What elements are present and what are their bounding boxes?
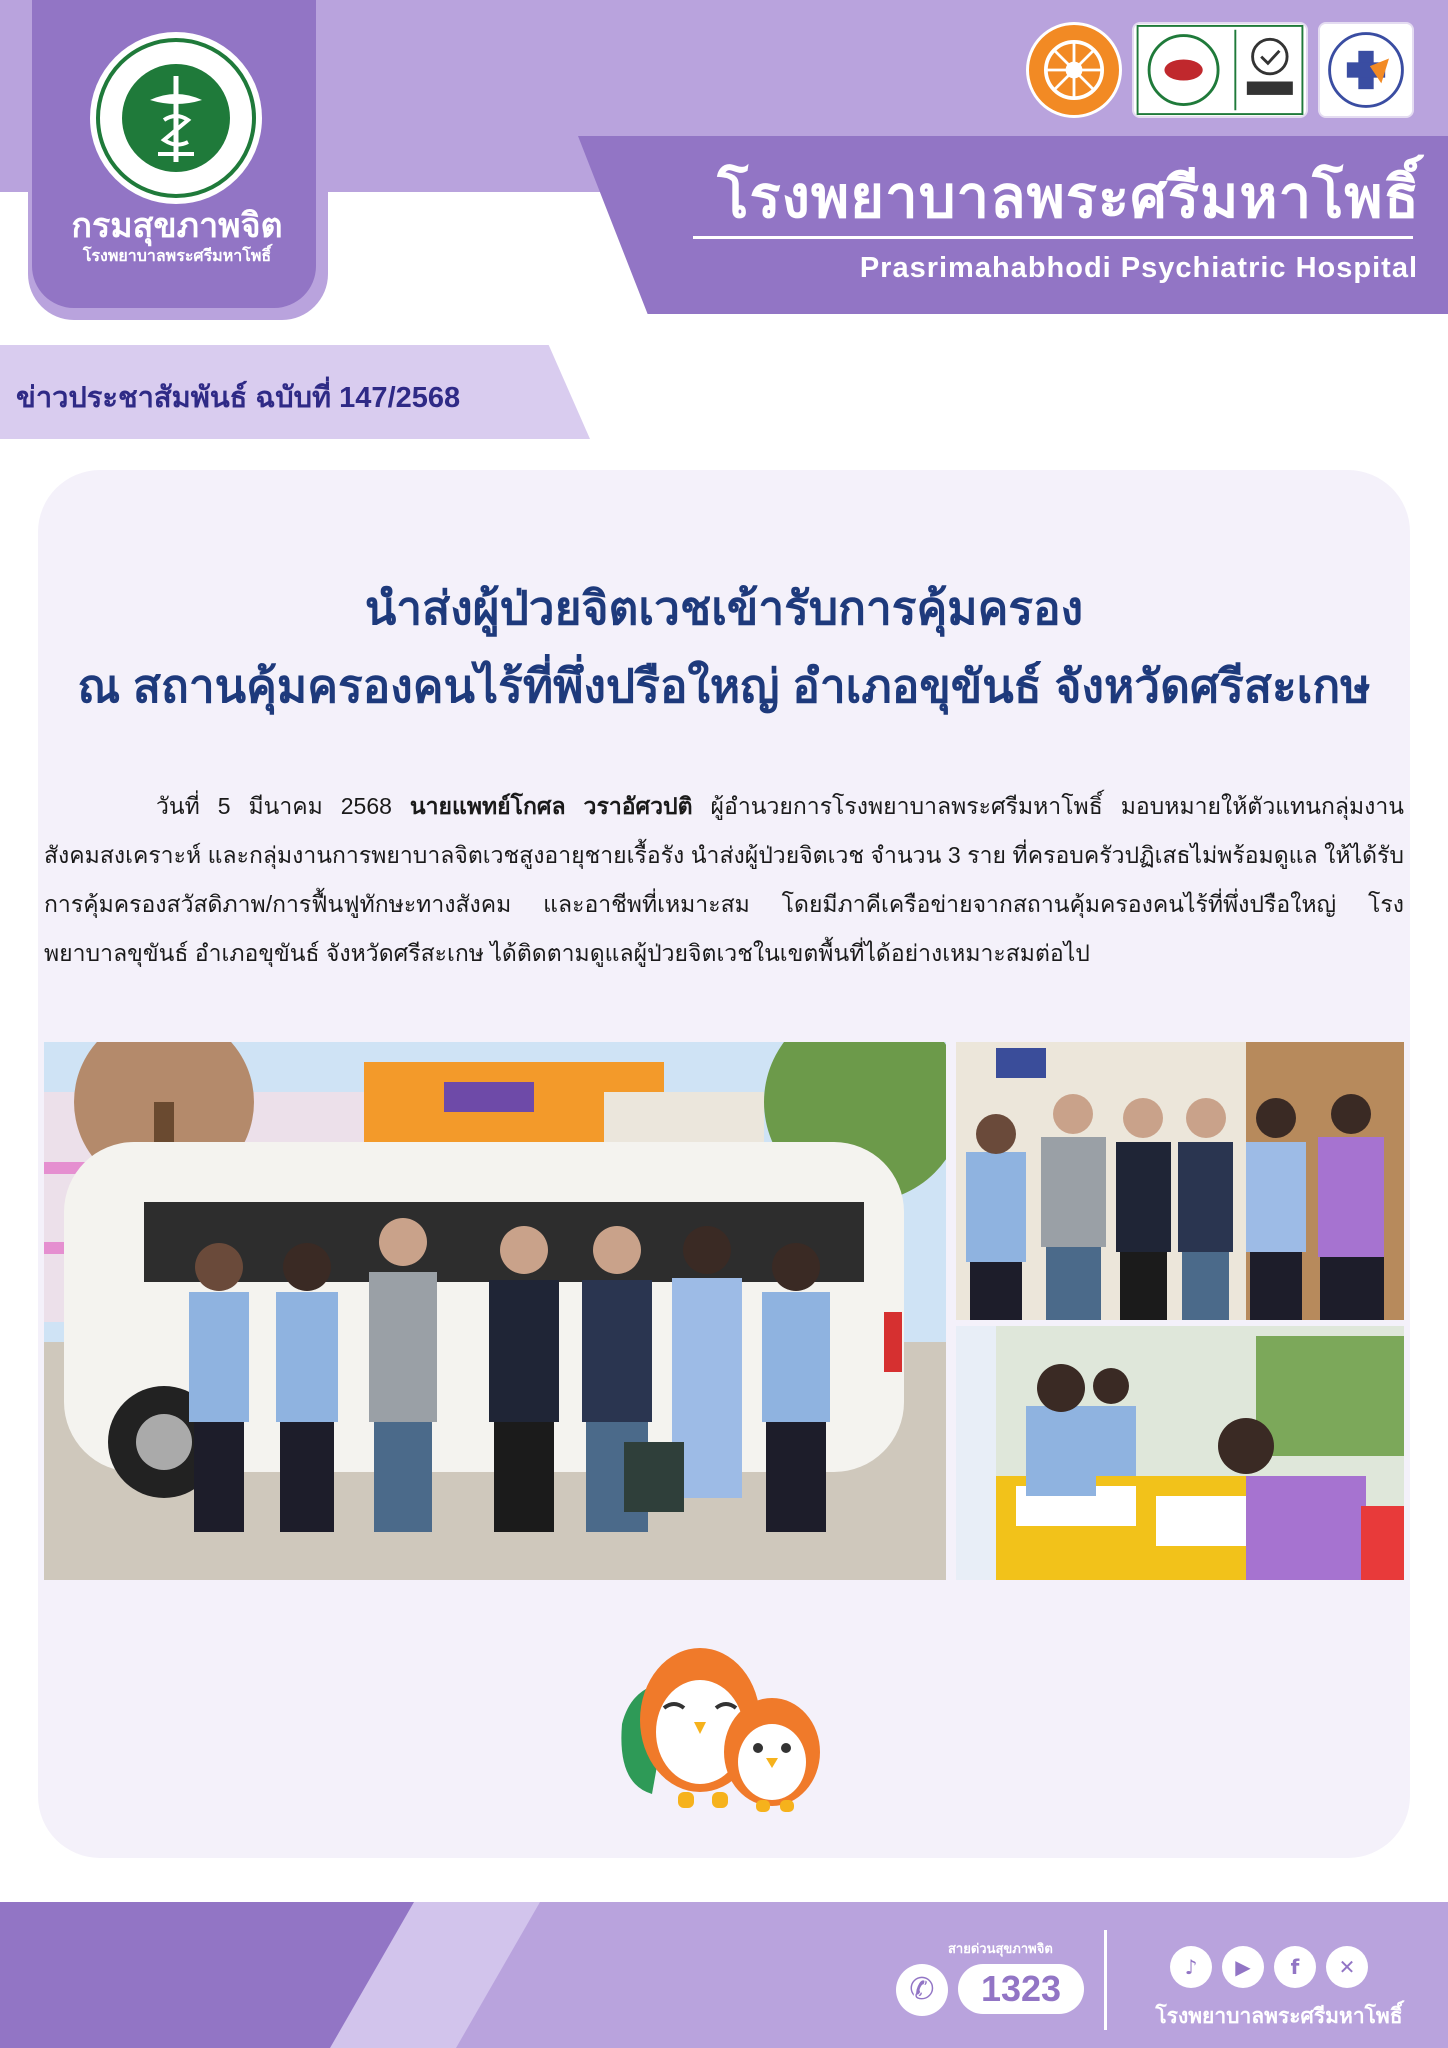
banner-divider <box>693 236 1413 239</box>
headline-line-2: ณ สถานคุ้มครองคนไร้ที่พึ่งปรือใหญ่ อำเภอขุขันธ์ จังหวัดศรีสะเกษ <box>77 660 1371 712</box>
tiktok-icon[interactable]: ♪ <box>1170 1946 1212 1988</box>
issue-number: ข่าวประชาสัมพันธ์ ฉบับที่ 147/2568 <box>16 382 461 414</box>
social-links <box>1170 1946 1368 1988</box>
body-director-name: นายแพทย์โกศล วราอัศวปติ <box>409 793 693 819</box>
hospital-name-english: Prasrimahabhodi Psychiatric Hospital <box>859 252 1418 284</box>
hotline-number[interactable]: 1323 <box>958 1964 1084 2014</box>
dharma-wheel-icon <box>1026 22 1122 118</box>
facebook-icon[interactable]: f <box>1274 1946 1316 1988</box>
department-name: กรมสุขภาพจิต <box>71 207 283 245</box>
footer-hospital-name: โรงพยาบาลพระศรีมหาโพธิ์ <box>1155 2005 1403 2028</box>
article-body <box>44 782 1404 978</box>
photo-document-signing <box>956 1326 1404 1580</box>
headline-line-1: นำส่งผู้ป่วยจิตเวชเข้ารับการคุ้มครอง <box>364 582 1084 634</box>
footer-divider <box>1104 1930 1107 2030</box>
x-icon[interactable]: ✕ <box>1326 1946 1368 1988</box>
department-subtitle: โรงพยาบาลพระศรีมหาโพธิ์ <box>82 246 272 265</box>
hospital-name-thai: โรงพยาบาลพระศรีมหาโพธิ์ <box>717 165 1420 230</box>
photo-group-with-van <box>44 1042 946 1580</box>
photo-handover-standing <box>956 1042 1404 1320</box>
body-date: วันที่ 5 มีนาคม 2568 <box>156 793 410 819</box>
youtube-icon[interactable]: ▶ <box>1222 1946 1264 1988</box>
ha-accreditation-icon <box>1318 22 1414 118</box>
hotline-label: สายด่วนสุขภาพจิต <box>948 1941 1053 1956</box>
urs-ukas-certificate-icon <box>1132 22 1308 118</box>
certification-logos <box>1026 22 1414 118</box>
owl-mascot-icon <box>612 1624 838 1814</box>
body-text: ผู้อำนวยการโรงพยาบาลพระศรีมหาโพธิ์ มอบหมายให้ตัวแทนกลุ่มงานสังคมสงเคราะห์ และกลุ่มงานการพยาบาลจิตเวชสูงอายุชายเรื้อรัง นำส่งผู้ป่วยจิตเวช จำนวน 3 ราย ที่ครอบครัวปฏิเสธไม่พร้อมดูแล ให้ได้รับการคุ้มครองสวัสดิภาพ/การฟื้นฟูทักษะทางสังคม และอาชีพที่เหมาะสม โดยมีภาคีเครือข่ายจากสถานคุ้มครองคนไร้ที่พึ่งปรือใหญ่ โรงพยาบาลขุขันธ์ อำเภอขุขันธ์ จังหวัดศรีสะเกษ ได้ติดตามดูแลผู้ป่วยจิตเวชในเขตพื้นที่ได้อย่างเหมาะสมต่อไป <box>44 793 1404 966</box>
phone-icon: ✆ <box>896 1964 948 2016</box>
ministry-seal-icon <box>88 30 264 206</box>
